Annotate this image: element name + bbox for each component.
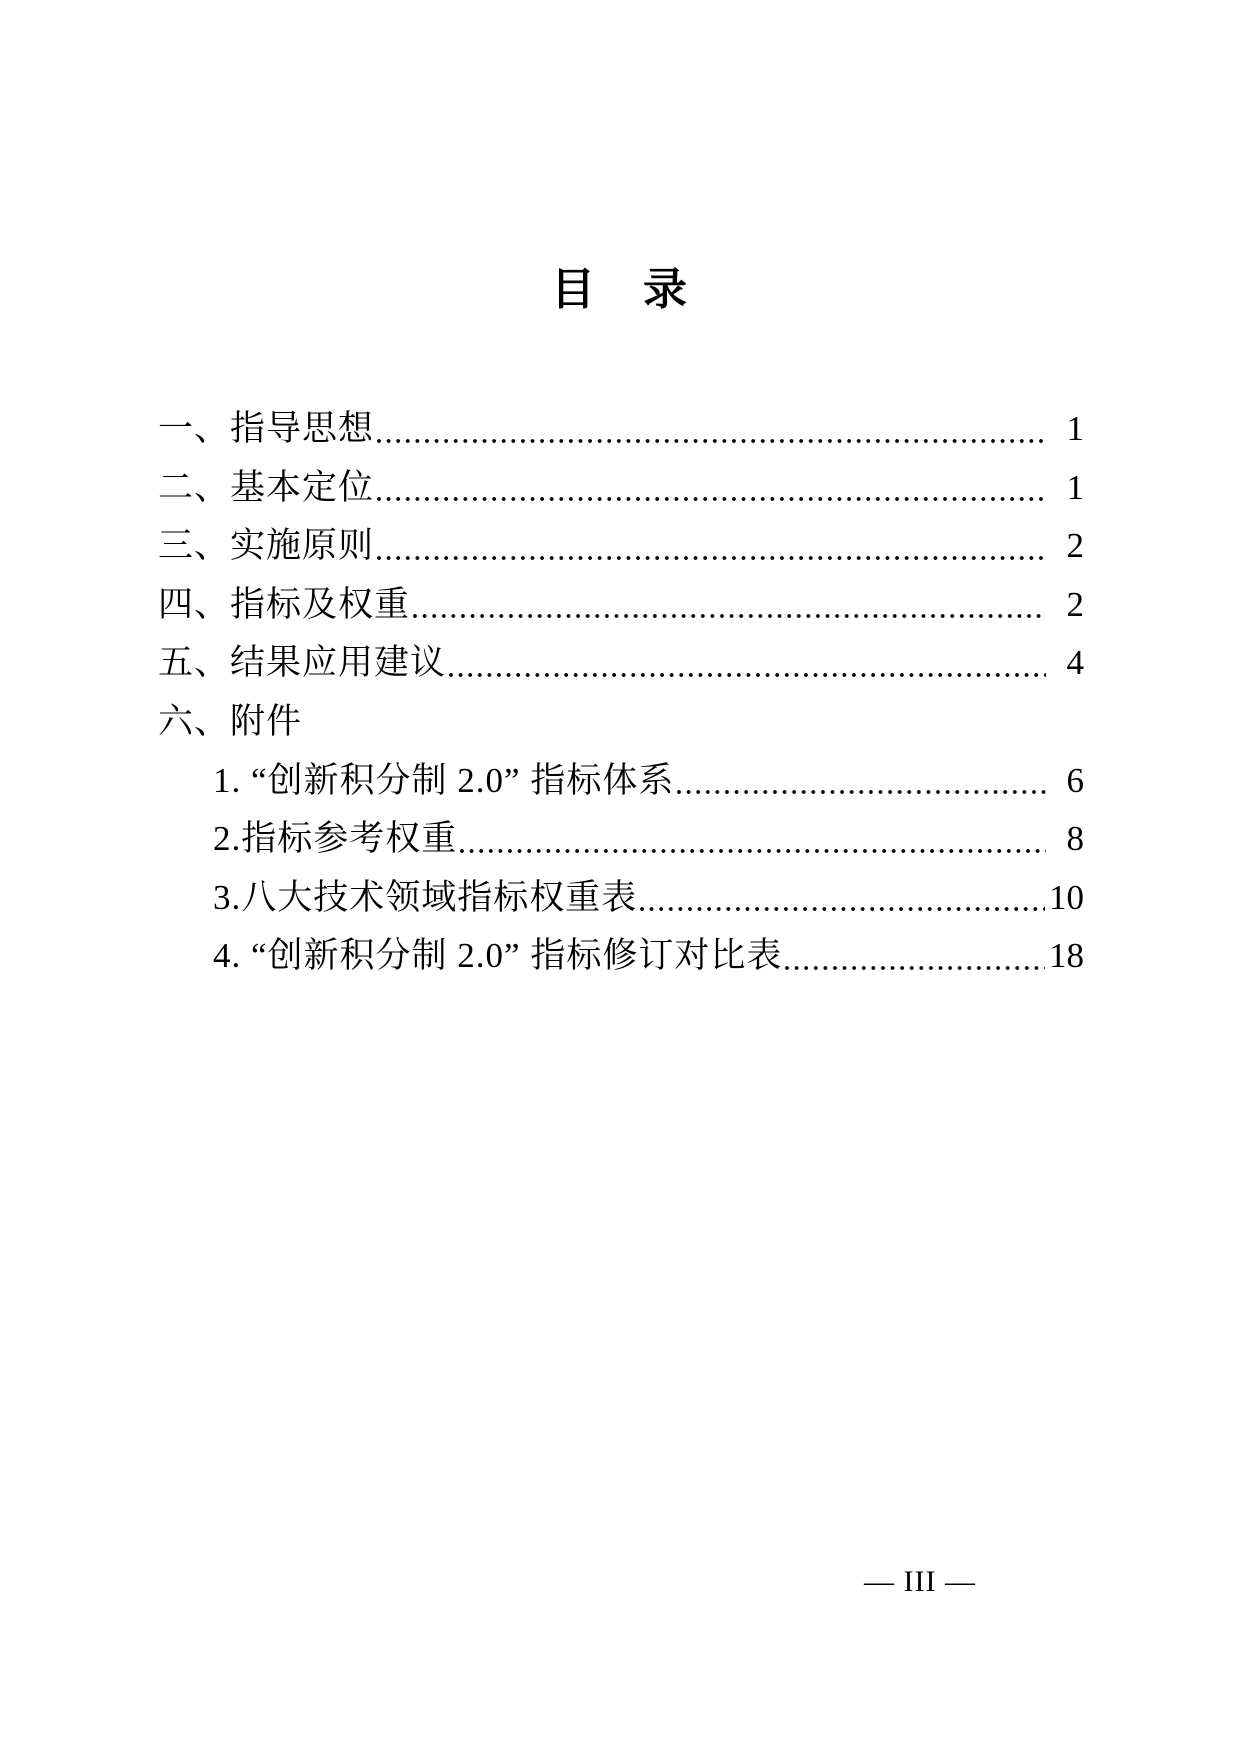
toc-entry-label: 4. “创新积分制 2.0” 指标修订对比表 — [213, 936, 783, 976]
toc-entry — [158, 693, 1084, 752]
toc-entry-page: 4 — [1066, 643, 1084, 683]
toc-entry-label: 一、指导思想 — [158, 409, 375, 448]
toc-entry[interactable] — [158, 517, 1084, 576]
toc-entry[interactable] — [158, 576, 1084, 635]
toc-entry[interactable] — [158, 869, 1084, 928]
toc-entry-label: 五、结果应用建议 — [158, 643, 447, 683]
toc-entry-label: 四、指标及权重 — [158, 584, 411, 624]
toc-entry-label: 3.八大技术领域指标权重表 — [213, 877, 638, 917]
toc-entry-page: 2 — [1066, 526, 1084, 566]
toc-dot-leader — [637, 869, 1049, 928]
toc-dot-leader — [674, 752, 1050, 811]
toc-entry[interactable] — [158, 459, 1084, 518]
toc-entry[interactable] — [158, 810, 1084, 869]
toc-entry-page: 2 — [1066, 584, 1084, 624]
toc-entry-label: 三、实施原则 — [158, 526, 375, 566]
toc-entry[interactable] — [158, 752, 1084, 811]
toc-entry[interactable] — [158, 400, 1084, 459]
toc-entry[interactable] — [158, 927, 1084, 986]
table-of-contents — [0, 400, 1240, 986]
toc-dot-leader — [302, 693, 1084, 752]
toc-entry-label: 2.指标参考权重 — [213, 819, 458, 859]
toc-entry-page: 8 — [1066, 819, 1084, 859]
toc-entry-page: 10 — [1049, 877, 1084, 917]
toc-dot-leader — [374, 459, 1050, 518]
toc-dot-leader — [410, 576, 1050, 635]
toc-entry[interactable] — [158, 634, 1084, 693]
toc-entry-page: 1 — [1066, 409, 1084, 448]
toc-entry-page: 6 — [1066, 760, 1084, 800]
page-number-footer: — III — — [864, 1565, 976, 1598]
toc-entry-label: 二、基本定位 — [158, 467, 375, 507]
toc-entry-label: 六、附件 — [158, 701, 303, 741]
toc-entry-label: 1. “创新积分制 2.0” 指标体系 — [213, 760, 675, 800]
toc-entry-page: 1 — [1066, 467, 1084, 507]
toc-dot-leader — [782, 927, 1049, 986]
toc-dot-leader — [457, 810, 1050, 869]
toc-dot-leader — [374, 517, 1050, 576]
toc-entry-page: 18 — [1049, 936, 1084, 976]
page-title: 目 录 — [551, 265, 689, 314]
toc-dot-leader — [374, 400, 1050, 459]
toc-dot-leader — [446, 634, 1050, 693]
